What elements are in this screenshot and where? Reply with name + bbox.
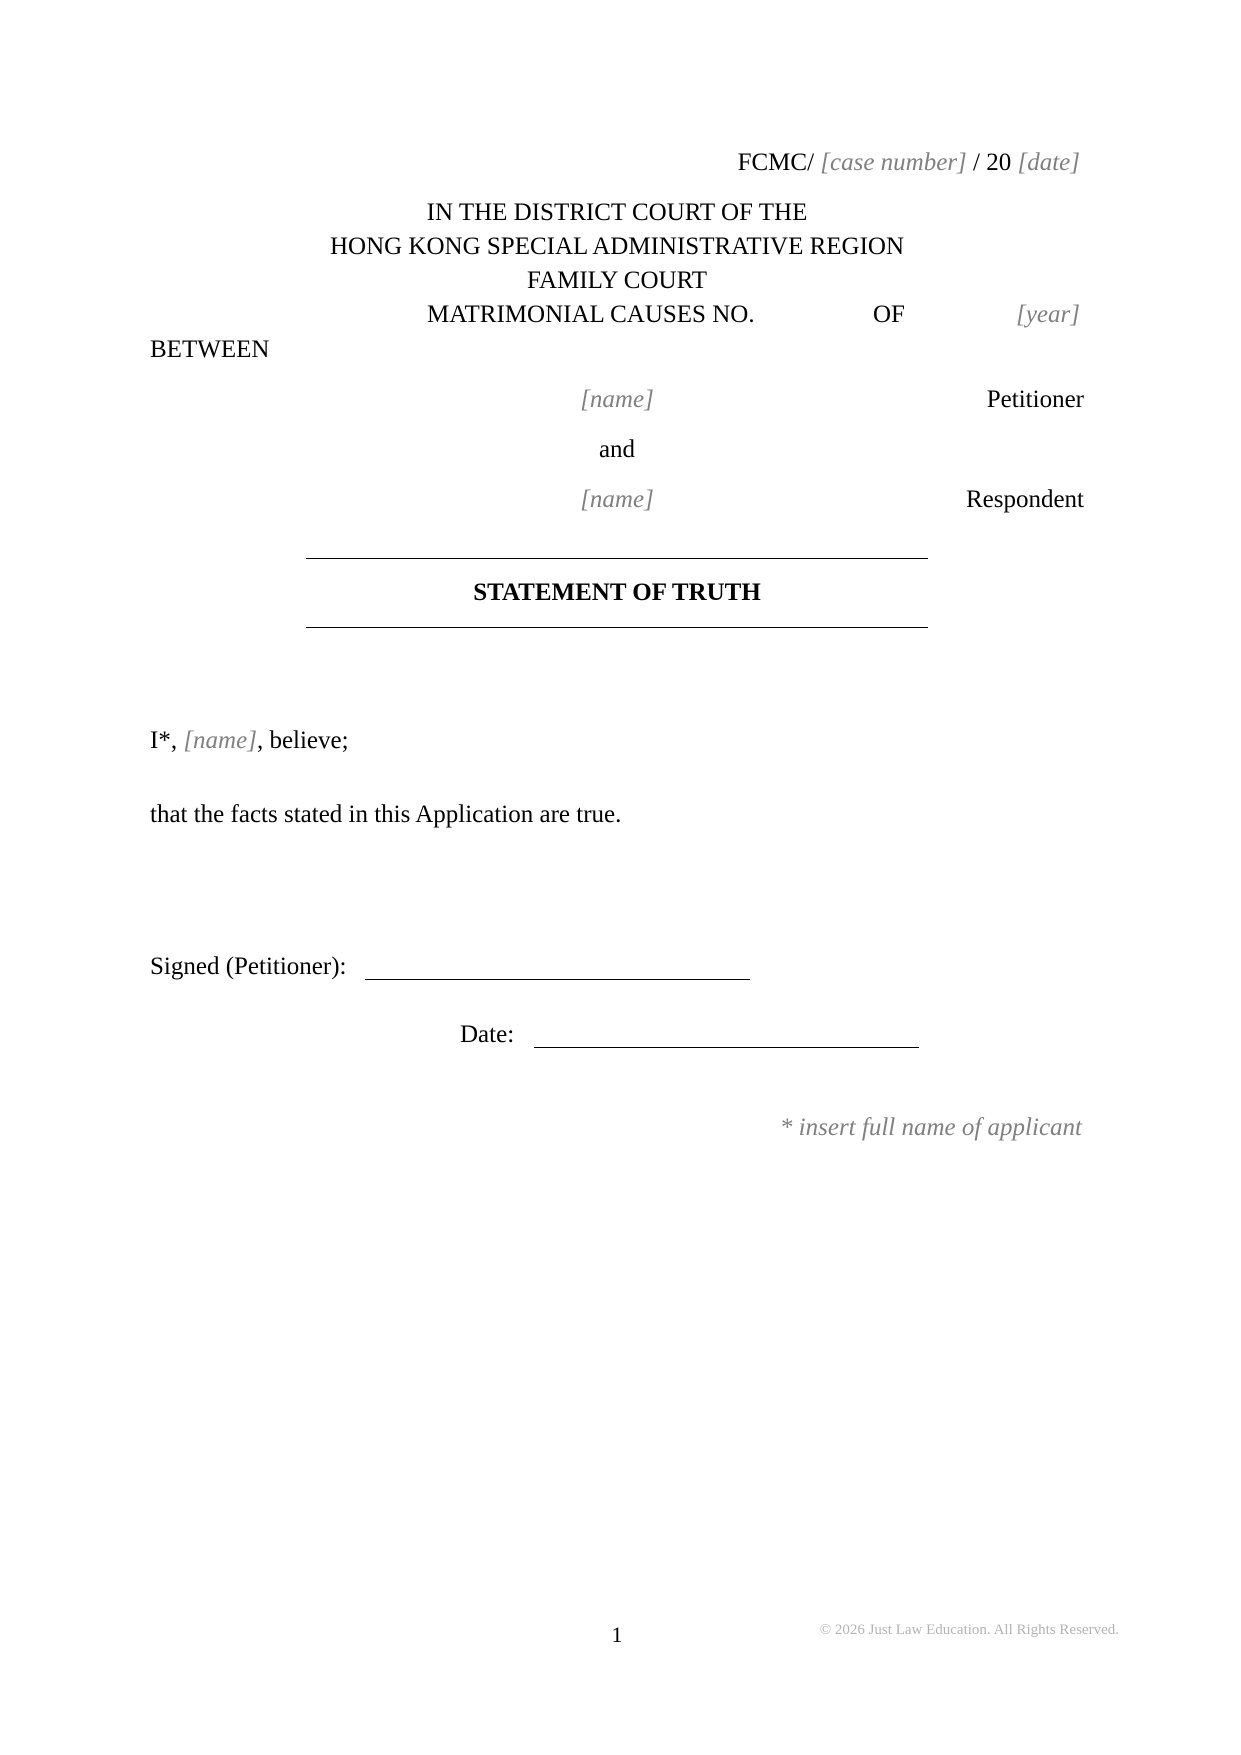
- court-heading-line-2: HONG KONG SPECIAL ADMINISTRATIVE REGION: [329, 233, 905, 260]
- truth-statement: that the facts stated in this Application are true.: [150, 801, 622, 828]
- matrimonial-causes-of: OF: [873, 301, 905, 328]
- signature-line: [365, 979, 750, 980]
- title-top-rule: [306, 558, 928, 559]
- title-bottom-rule: [306, 627, 928, 628]
- belief-name-placeholder: [name]: [183, 727, 257, 754]
- case-number-placeholder: [case number]: [820, 149, 967, 176]
- year-placeholder: [year]: [1016, 301, 1080, 328]
- court-heading-line-3: FAMILY COURT: [526, 267, 708, 294]
- respondent-name-placeholder: [name]: [580, 486, 654, 513]
- copyright-notice: © 2026 Just Law Education. All Rights Reserved.: [819, 1622, 1119, 1638]
- page-number: 1: [611, 1622, 623, 1647]
- belief-prefix: I*,: [150, 727, 178, 754]
- date-label: Date:: [460, 1021, 515, 1048]
- matrimonial-causes-label: MATRIMONIAL CAUSES NO.: [427, 301, 755, 328]
- court-heading-line-1: IN THE DISTRICT COURT OF THE: [426, 199, 808, 226]
- case-ref-prefix: FCMC/: [737, 149, 815, 176]
- and-connector: and: [598, 436, 636, 463]
- case-date-placeholder: [date]: [1017, 149, 1080, 176]
- signed-label: Signed (Petitioner):: [150, 953, 347, 980]
- case-ref-separator: / 20: [973, 149, 1012, 176]
- petitioner-name-placeholder: [name]: [580, 386, 654, 413]
- document-title: STATEMENT OF TRUTH: [473, 579, 761, 606]
- between-label: BETWEEN: [150, 336, 270, 363]
- footnote: * insert full name of applicant: [779, 1114, 1082, 1141]
- case-reference: [738, 150, 1080, 175]
- date-line: [534, 1047, 919, 1048]
- respondent-role: Respondent: [965, 486, 1084, 513]
- belief-suffix: , believe;: [256, 727, 349, 754]
- belief-line: [150, 728, 349, 753]
- petitioner-role: Petitioner: [986, 386, 1084, 413]
